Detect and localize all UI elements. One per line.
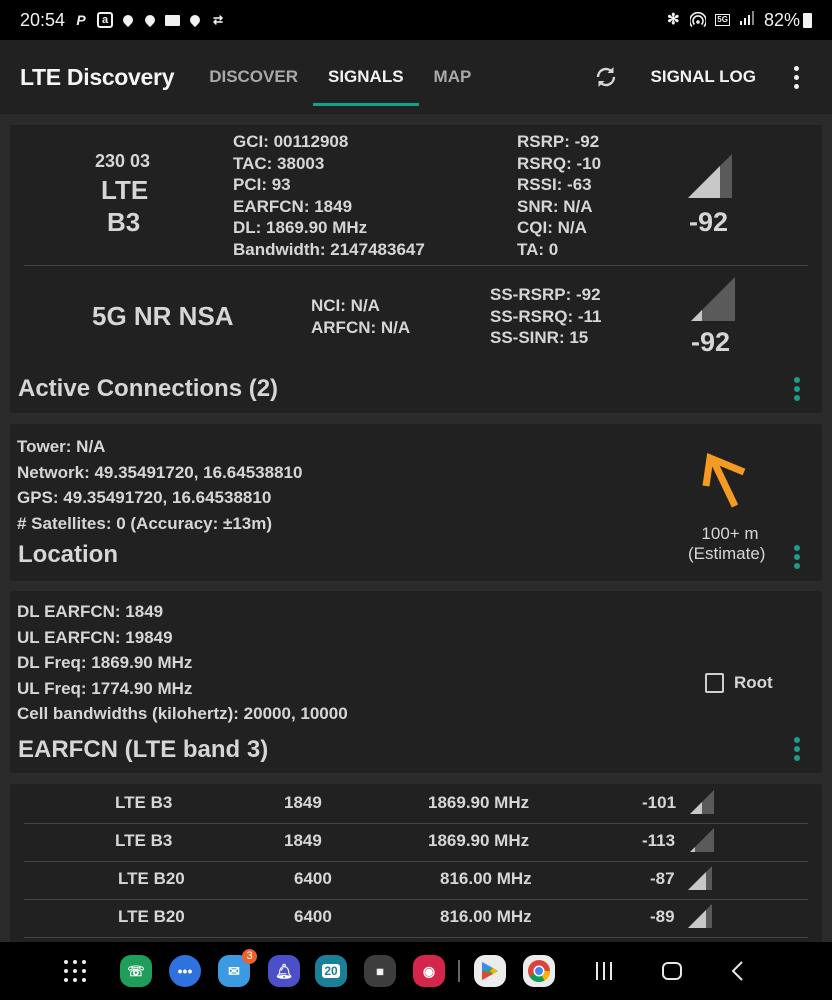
battery-icon: [803, 13, 812, 28]
navigation-bar: [0, 942, 832, 1000]
location-pin-icon: [121, 13, 135, 27]
lte-bandwidth: Bandwidth: 2147483647: [233, 239, 425, 259]
dot: [794, 554, 800, 560]
lte-cqi: CQI: N/A: [517, 218, 587, 238]
lte-signal-strength-icon: [688, 154, 734, 198]
lte-tac: TAC: 38003: [233, 153, 325, 173]
tab-map[interactable]: MAP: [433, 67, 472, 86]
app-bar: [0, 40, 832, 114]
location-satellites: # Satellites: 0 (Accuracy: ±13m): [17, 513, 272, 533]
lte-signal-metrics: [517, 131, 601, 261]
signal-strength-icon: [688, 866, 712, 890]
dl-freq: DL Freq: 1869.90 MHz: [17, 653, 193, 672]
refresh-button[interactable]: [591, 62, 621, 92]
lte-gci: GCI: 00112908: [233, 132, 349, 151]
signal-strength-icon: [690, 790, 714, 814]
lte-signal-value: -92: [689, 207, 729, 237]
cell-band: LTE B20: [118, 907, 185, 926]
table-row[interactable]: [10, 898, 822, 935]
earfcn-title: EARFCN (LTE band 3): [18, 736, 269, 763]
email-app-icon[interactable]: ✉ 3: [218, 955, 250, 987]
nr-nci: NCI: N/A: [311, 296, 380, 315]
calendar-app-icon[interactable]: [315, 955, 347, 987]
cell-freq: 816.00 MHz: [440, 907, 532, 926]
phone-app-icon[interactable]: ☏: [120, 955, 152, 987]
location-distance: 100+ m: [701, 524, 759, 543]
signal-bars-icon: [739, 10, 755, 30]
play-store-app-icon[interactable]: [474, 955, 506, 987]
battery-percent: 82%: [763, 9, 800, 30]
cell-signal: -101: [642, 793, 677, 812]
earfcn-menu-button[interactable]: [794, 737, 800, 761]
dot: [794, 737, 800, 743]
status-time: 20:54: [20, 9, 66, 30]
signal-log-button[interactable]: SIGNAL LOG: [650, 67, 756, 86]
dock-divider: [458, 960, 460, 982]
neighbor-cells-card: [10, 784, 822, 942]
nr-ss-rsrp: SS-RSRP: -92: [490, 285, 601, 304]
location-card: [10, 424, 822, 581]
lte-earfcn: EARFCN: 1849: [233, 196, 353, 216]
nr-tech: 5G NR NSA: [92, 301, 234, 331]
tab-discover[interactable]: DISCOVER: [209, 67, 298, 86]
cell-freq: 1869.90 MHz: [428, 831, 530, 850]
location-details: [17, 434, 302, 536]
chrome-app-icon[interactable]: [523, 955, 555, 987]
table-row[interactable]: [10, 822, 822, 859]
root-checkbox[interactable]: [705, 672, 773, 694]
table-row[interactable]: [10, 784, 822, 821]
app-drawer-button[interactable]: [64, 960, 86, 982]
ul-earfcn: UL EARFCN: 19849: [17, 627, 173, 647]
cell-earfcn: 1849: [284, 831, 322, 850]
nr-signal-metrics: [490, 284, 601, 349]
lte-snr: SNR: N/A: [517, 196, 593, 216]
refresh-icon: [593, 64, 619, 90]
cell-freq: 816.00 MHz: [440, 869, 532, 888]
cell-band: LTE B3: [115, 793, 173, 812]
cell-earfcn: 1849: [284, 793, 322, 812]
messages-app-icon[interactable]: •••: [169, 955, 201, 987]
calendar-date: 20: [324, 964, 338, 978]
signals-content[interactable]: [0, 114, 832, 942]
location-network: Network: 49.35491720, 16.64538810: [17, 462, 303, 482]
signal-strength-icon: [690, 828, 714, 852]
nr-ss-sinr: SS-SINR: 15: [490, 328, 589, 348]
location-menu-button[interactable]: [794, 545, 800, 569]
home-button[interactable]: [662, 962, 682, 980]
lte-rssi: RSSI: -63: [517, 175, 592, 195]
lte-details: [233, 131, 425, 261]
divider: [24, 937, 808, 938]
checkbox-box[interactable]: [705, 673, 724, 693]
folder-app-icon[interactable]: ▦: [364, 955, 396, 987]
dot: [794, 84, 799, 89]
status-bar: [0, 0, 832, 40]
lte-dl: DL: 1869.90 MHz: [233, 218, 368, 238]
app-title: LTE Discovery: [20, 63, 175, 90]
lte-rsrp: RSRP: -92: [517, 132, 600, 151]
cell-signal: -89: [650, 907, 675, 926]
cell-freq: 1869.90 MHz: [428, 793, 530, 812]
nr-arfcn: ARFCN: N/A: [311, 317, 411, 337]
dot: [794, 746, 800, 752]
recent-apps-button[interactable]: [596, 962, 612, 980]
active-connections-title: Active Connections (2): [18, 375, 279, 402]
cell-signal: -113: [642, 831, 676, 850]
overflow-menu-button[interactable]: [786, 66, 806, 89]
dot: [794, 563, 800, 569]
bluetooth-icon: ✻: [667, 11, 680, 28]
dot: [794, 395, 800, 401]
dot: [794, 377, 800, 383]
lte-band: B3: [107, 207, 141, 237]
earfcn-details: [17, 599, 348, 727]
earfcn-card: [10, 591, 822, 773]
dot: [794, 545, 800, 551]
nr-ss-rsrq: SS-RSRQ: -11: [490, 306, 602, 326]
dl-earfcn: DL EARFCN: 1849: [17, 602, 164, 621]
active-connections-card: [10, 125, 822, 413]
ul-freq: UL Freq: 1774.90 MHz: [17, 678, 193, 698]
dot: [794, 755, 800, 761]
root-label: Root: [734, 673, 773, 692]
cell-band: LTE B3: [115, 831, 173, 850]
cell-band: LTE B20: [118, 869, 185, 888]
cell-bandwidths: Cell bandwidths (kilohertz): 20000, 10000: [17, 704, 348, 723]
active-connections-menu-button[interactable]: [794, 377, 800, 401]
back-button[interactable]: [730, 960, 744, 987]
data-transfer-icon: ⇄: [213, 13, 224, 27]
location-estimate-label: (Estimate): [688, 544, 766, 563]
lte-pci: PCI: 93: [233, 175, 291, 195]
location-pin-icon: [188, 13, 202, 27]
mail-icon: [165, 15, 180, 26]
signal-strength-icon: [688, 904, 712, 928]
cell-signal: -87: [650, 869, 675, 888]
location-gps: GPS: 49.35491720, 16.64538810: [17, 488, 272, 507]
reminder-app-icon[interactable]: 🔔︎: [268, 955, 300, 987]
hotspot-icon: [690, 12, 706, 28]
location-tower: Tower: N/A: [17, 437, 106, 456]
amazon-icon: a: [97, 12, 113, 28]
camera-app-icon[interactable]: ◉: [413, 955, 445, 987]
nr-signal-value: -92: [691, 327, 731, 357]
cell-earfcn: 6400: [294, 907, 332, 926]
dot: [794, 386, 800, 392]
tab-signals[interactable]: SIGNALS: [313, 40, 419, 114]
email-badge: 3: [242, 949, 257, 964]
lte-plmn: 230 03: [95, 151, 151, 171]
dot: [794, 75, 799, 80]
5g-icon: 5G: [717, 15, 728, 24]
dot: [794, 66, 799, 71]
nr-signal-strength-icon: [691, 277, 737, 321]
direction-arrow-icon: [702, 452, 752, 510]
location-title: Location: [18, 541, 118, 568]
table-row[interactable]: [10, 860, 822, 897]
lte-ta: TA: 0: [517, 239, 559, 259]
nr-ids: [311, 295, 410, 338]
divider: [24, 265, 808, 266]
location-pin-icon: [143, 13, 157, 27]
lte-tech: LTE: [101, 175, 149, 205]
parking-icon: P: [76, 12, 86, 28]
cell-earfcn: 6400: [294, 869, 332, 888]
lte-rsrq: RSRQ: -10: [517, 153, 602, 173]
